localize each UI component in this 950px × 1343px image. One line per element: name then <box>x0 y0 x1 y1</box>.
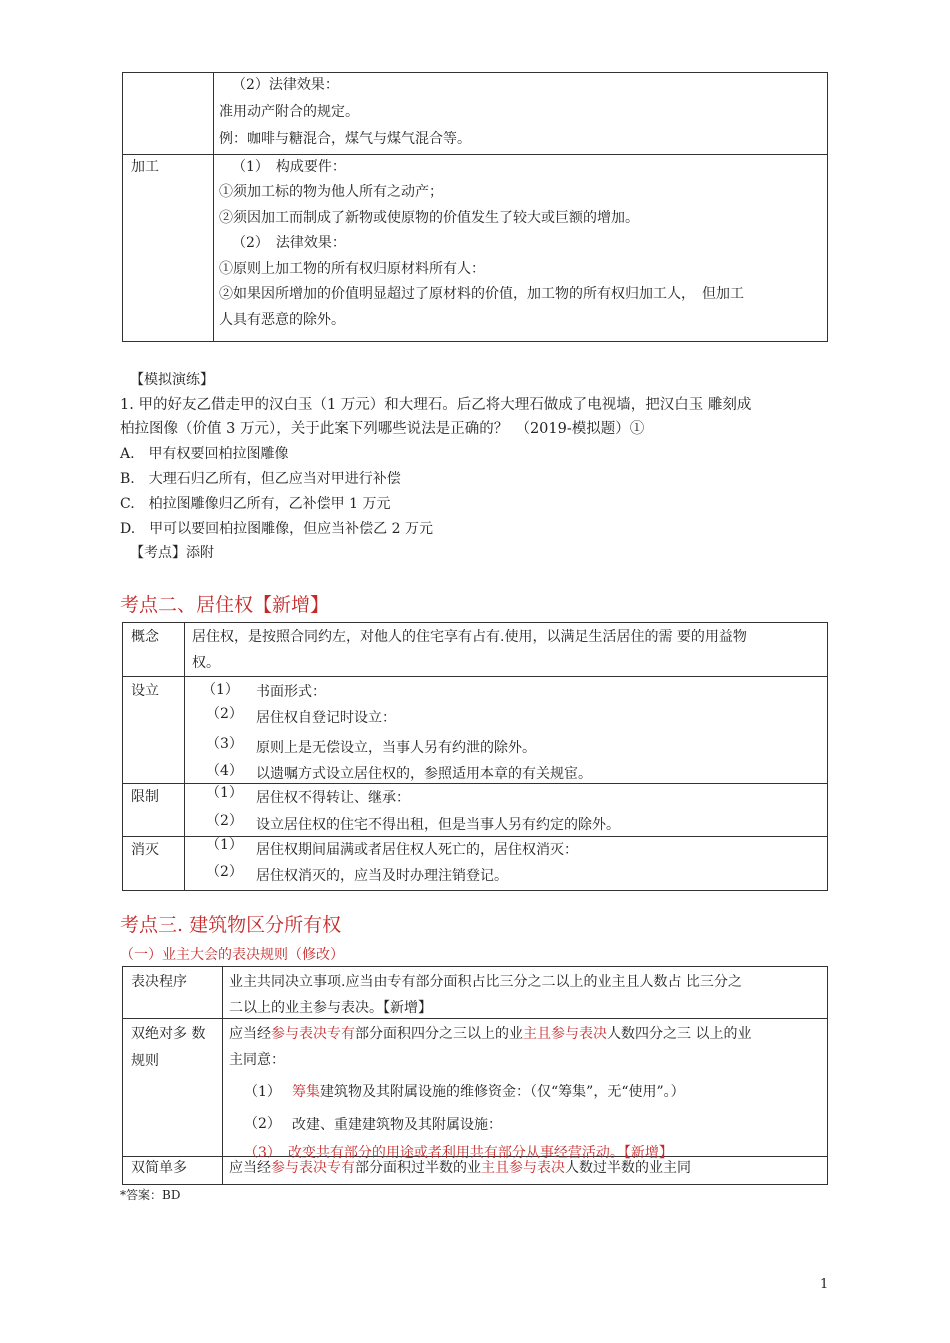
section-title: 考点二、居住权【新增】 <box>120 594 330 616</box>
list-number: （1） <box>244 1084 281 1100</box>
option-a: A. 甲有权要回柏拉图雕像 <box>120 446 289 462</box>
text-run: 应当经 <box>229 1160 271 1176</box>
list-number: （2） <box>206 864 243 880</box>
list-number: （1） <box>206 837 243 853</box>
table-cell-text <box>229 1159 691 1177</box>
text-run: 人数过半数的业主同 <box>565 1160 691 1176</box>
list-number: （1） <box>202 682 239 698</box>
list-item: 设立居住权的住宅不得出租，但是当事人另有约定的除外。 <box>256 817 620 833</box>
highlight-text: 主且参与表决 <box>481 1160 565 1176</box>
list-number: （2） <box>206 706 243 722</box>
list-item-new: （3） 改变共有部分的用途或者利用共有部分从事经营活动。【新增】 <box>244 1145 673 1161</box>
text-run: 部分面积四分之三以上的业 <box>355 1026 523 1042</box>
table-cell-text: ②如果因所增加的价值明显超过了原材料的价值，加工物的所有权归加工人， 但加工 <box>219 286 744 302</box>
section-subtitle: （一）业主大会的表决规则（修改） <box>120 947 344 963</box>
table-row-label: 双简单多 <box>131 1160 187 1176</box>
highlight-text: 主且参与表决 <box>523 1026 607 1042</box>
list-item: 原则上是无偿设立，当事人另有约泄的除外。 <box>256 740 536 756</box>
page-number: 1 <box>820 1277 829 1292</box>
list-item: 书面形式： <box>256 684 326 700</box>
text-run: 建筑物及其附属设施的维修资金：（仅“筹集”，无“使用”。） <box>320 1084 685 1100</box>
list-item <box>292 1083 685 1101</box>
list-number: （2） <box>206 813 243 829</box>
table-cell-text: 权。 <box>192 655 220 671</box>
list-item: 居住权不得转让、继承： <box>256 790 410 806</box>
answer-footnote: *答案：BD <box>120 1188 181 1202</box>
table-cell-text: ①原则上加工物的所有权归原材料所有人： <box>219 261 485 277</box>
list-number: （2） <box>244 1116 281 1132</box>
table-cell-text: 例：咖啡与糖混合，煤气与煤气混合等。 <box>219 131 471 147</box>
list-item: 居住权期间届满或者居住权人死亡的，居住权消灭： <box>256 842 578 858</box>
table-cell-text: ①须加工标的物为他人所有之动产； <box>219 184 443 200</box>
table-cell-text: 准用动产附合的规定。 <box>219 104 359 120</box>
option-b: B. 大理石归乙所有，但乙应当对甲进行补偿 <box>120 471 401 487</box>
table-row-label: 规则 <box>131 1053 159 1069</box>
list-item: 居住权消灭的，应当及时办理注销登记。 <box>256 868 508 884</box>
list-item: 以遗嘱方式设立居住权的，参照适用本章的有关规宦。 <box>256 766 592 782</box>
table-row-label: 设立 <box>131 683 159 699</box>
section-title: 考点三. 建筑物区分所有权 <box>120 914 342 936</box>
practice-heading: 【模拟演练】 <box>130 372 214 388</box>
table-divider <box>123 676 827 677</box>
list-number: （1） <box>206 785 243 801</box>
table-row-label: 加工 <box>131 159 159 175</box>
list-number: （4） <box>206 763 243 779</box>
table-cell-text: 人具有恶意的除外。 <box>219 312 345 328</box>
list-item: 改建、重建建筑物及其附属设施： <box>292 1117 502 1133</box>
table-row-label: 双绝对多 数 <box>131 1026 206 1042</box>
table-row-label: 消灭 <box>131 842 159 858</box>
text-run: 人数四分之三 以上的业 <box>607 1026 752 1042</box>
option-d: D. 甲可以要回柏拉图雕像，但应当补偿乙 2 万元 <box>120 521 433 537</box>
question-text: 柏拉图像（价值 3 万元），关于此案下列哪些说法是正确的？ （2019-模拟题）① <box>120 421 645 437</box>
list-item: 居住权自登记时设立： <box>256 710 396 726</box>
table-cell-text: 二以上的业主参与表决。【新增】 <box>229 1000 432 1016</box>
table-row-label: 限制 <box>131 789 159 805</box>
highlight-text: 参与表决专有 <box>271 1160 355 1176</box>
highlight-text: 筹集 <box>292 1084 320 1100</box>
table-divider <box>123 154 827 155</box>
table-divider <box>123 1018 827 1019</box>
table-cell-text <box>229 1025 751 1043</box>
table-divider <box>184 623 185 890</box>
option-c: C. 柏拉图雕像归乙所有，乙补偿甲 1 万元 <box>120 496 391 512</box>
table-row-label: 表决程序 <box>131 974 187 990</box>
table-cell-text: ②须因加工而制成了新物或使原物的价值发生了较大或巨额的增加。 <box>219 210 639 226</box>
knowledge-point: 【考点】添附 <box>130 545 214 561</box>
table-cell-text: （2） 法律效果： <box>232 235 346 251</box>
table-cell-text: （2）法律效果： <box>232 77 339 93</box>
list-number: （3） <box>206 736 243 752</box>
text-run: 部分面积过半数的业 <box>355 1160 481 1176</box>
text-run: 应当经 <box>229 1026 271 1042</box>
table-cell-text: 业主共同决立事项.应当由专有部分面积占比三分之二以上的业主且人数占 比三分之 <box>229 974 742 990</box>
table-divider <box>222 967 223 1184</box>
question-text: 1. 甲的好友乙借走甲的汉白玉（1 万元）和大理石。后乙将大理石做成了电视墙，把汉白玉 雕刻成 <box>120 397 752 413</box>
highlight-text: 参与表决专有 <box>271 1026 355 1042</box>
table-row-label: 概念 <box>131 629 159 645</box>
table-cell-text: 居住权，是按照合同约左，对他人的住宅享有占有.使用，以满足生活居住的需 要的用益物 <box>192 629 747 645</box>
table-divider <box>213 73 214 341</box>
table-cell-text: （1） 构成要件： <box>232 159 346 175</box>
table-cell-text: 主同意： <box>229 1052 285 1068</box>
